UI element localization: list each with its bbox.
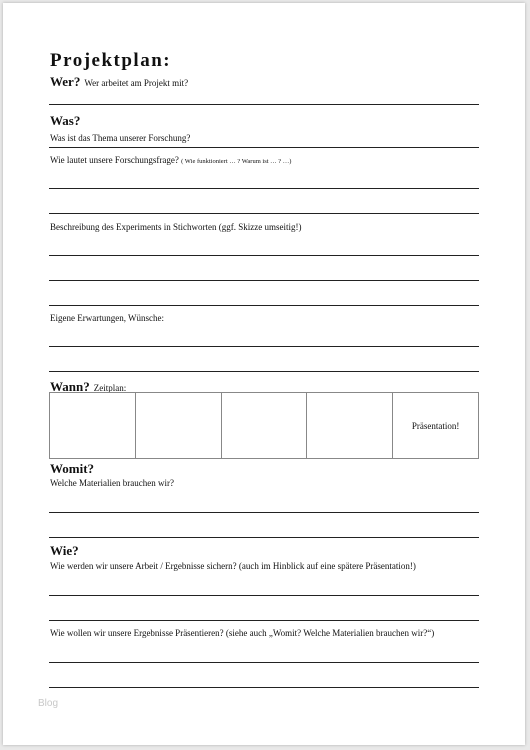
answer-line (49, 147, 479, 148)
was-question-expectations: Eigene Erwartungen, Wünsche: (50, 313, 165, 323)
answer-line (49, 280, 479, 281)
answer-line (49, 346, 479, 347)
research-question-hint: ( Wie funktioniert … ? Warum ist … ? …) (181, 158, 292, 165)
schedule-cell[interactable] (136, 393, 222, 458)
research-question-label: Wie lautet unsere Forschungsfrage? (50, 155, 179, 165)
answer-line (49, 662, 479, 663)
answer-line (49, 371, 479, 372)
answer-line (49, 305, 479, 306)
wer-question: Wer arbeitet am Projekt mit? (84, 78, 189, 88)
was-question-topic: Was ist das Thema unserer Forschung? (50, 133, 191, 143)
page-title: Projektplan: (50, 50, 172, 71)
heading-was: Was? (50, 113, 81, 128)
section-wer (50, 73, 188, 91)
answer-line (49, 255, 479, 256)
answer-line (49, 512, 479, 513)
answer-line (49, 595, 479, 596)
was-question-experiment: Beschreibung des Experiments in Stichworten (ggf. Skizze umseitig!) (50, 222, 302, 232)
heading-womit: Womit? (50, 461, 95, 476)
heading-wer: Wer? (50, 74, 81, 89)
answer-line (49, 537, 479, 538)
schedule-cell[interactable] (222, 393, 308, 458)
answer-line (49, 213, 479, 214)
womit-question: Welche Materialien brauchen wir? (50, 478, 174, 488)
watermark: Blog (38, 698, 59, 709)
wann-schedule-label: Zeitplan: (93, 383, 127, 393)
heading-wann: Wann? (50, 379, 90, 394)
schedule-cell-presentation[interactable]: Präsentation! (411, 420, 460, 431)
wie-question-documentation: Wie werden wir unsere Arbeit / Ergebnisse sichern? (auch im Hinblick auf eine spätere Präsentation!) (50, 561, 416, 571)
schedule-cell[interactable] (50, 393, 136, 458)
answer-line (49, 188, 479, 189)
was-question-research (50, 155, 291, 165)
schedule-cell[interactable] (307, 393, 393, 458)
answer-line (49, 104, 479, 105)
answer-line (49, 620, 479, 621)
schedule-grid (49, 392, 479, 459)
heading-wie: Wie? (50, 543, 79, 558)
answer-line (49, 687, 479, 688)
wie-question-presentation: Wie wollen wir unsere Ergebnisse Präsentieren? (siehe auch „Womit? Welche Materialien brauchen wir?“) (50, 628, 435, 638)
